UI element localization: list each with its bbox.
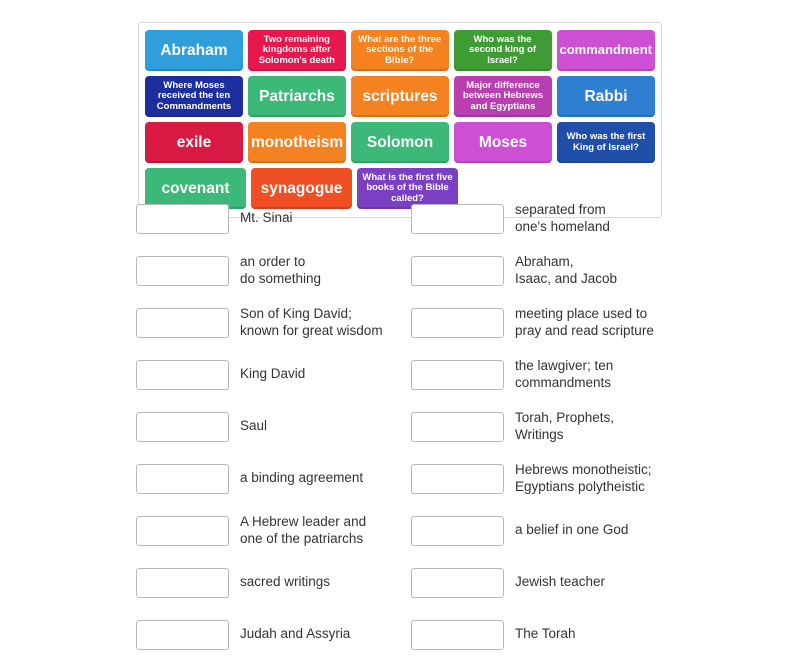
answer-definition-line: one of the patriarchs	[240, 530, 364, 546]
answer-row	[136, 406, 400, 447]
answer-definition	[240, 626, 350, 642]
answer-row	[136, 198, 400, 239]
drop-target[interactable]	[136, 412, 229, 442]
answer-definition	[240, 574, 330, 590]
answer-definition	[240, 514, 366, 547]
answer-definition-line: known for great wisdom	[240, 322, 383, 338]
term-tile[interactable]: Major difference between Hebrews and Egyptians	[454, 76, 552, 117]
answer-column-right	[400, 198, 800, 666]
answer-definition-line: a belief in one God	[515, 522, 629, 538]
answer-row	[136, 458, 400, 499]
drop-target[interactable]	[411, 308, 504, 338]
drop-target[interactable]	[136, 516, 229, 546]
answer-definition	[240, 418, 267, 434]
answer-definition	[240, 306, 383, 339]
answer-definition-line: commandments	[515, 374, 612, 390]
term-tile[interactable]: Moses	[454, 122, 552, 163]
answer-row	[411, 614, 800, 655]
tile-row	[145, 122, 655, 163]
answer-definition-line: Son of King David;	[240, 306, 352, 322]
answer-definition-line: Writings	[515, 426, 564, 442]
answer-definition	[515, 202, 610, 235]
answer-columns	[0, 198, 800, 666]
term-tile[interactable]: monotheism	[248, 122, 346, 163]
answer-definition-line: Saul	[240, 418, 268, 434]
term-tile[interactable]: synagogue	[251, 168, 352, 209]
answer-definition	[240, 470, 363, 486]
answer-definition-line: pray and read scripture	[515, 322, 654, 338]
answer-row	[411, 562, 800, 603]
drop-target[interactable]	[411, 360, 504, 390]
answer-row	[411, 406, 800, 447]
drop-target[interactable]	[411, 516, 504, 546]
answer-definition-line: one's homeland	[515, 218, 610, 234]
drop-target[interactable]	[411, 256, 504, 286]
answer-definition-line: A Hebrew leader and	[240, 514, 367, 530]
drop-target[interactable]	[136, 568, 229, 598]
term-tile[interactable]: Rabbi	[557, 76, 655, 117]
answer-definition-line: the lawgiver; ten	[515, 358, 614, 374]
drop-target[interactable]	[411, 620, 504, 650]
answer-definition-line: meeting place used to	[515, 306, 648, 322]
answer-row	[411, 302, 800, 343]
tile-rows	[145, 30, 655, 209]
answer-definition-line: Egyptians polytheistic	[515, 478, 645, 494]
answer-row	[411, 354, 800, 395]
answer-definition	[515, 574, 605, 590]
answer-row	[136, 562, 400, 603]
term-tile[interactable]: Where Moses received the ten Commandments	[145, 76, 243, 117]
answer-row	[411, 250, 800, 291]
tile-row	[145, 76, 655, 117]
answer-definition	[515, 462, 652, 495]
answer-definition-line: an order to	[240, 254, 306, 270]
answer-row	[136, 250, 400, 291]
term-tile[interactable]: Solomon	[351, 122, 449, 163]
answer-definition	[240, 210, 293, 226]
answer-definition	[515, 522, 628, 538]
answer-definition-line: Isaac, and Jacob	[515, 270, 618, 286]
answer-definition	[240, 254, 321, 287]
term-tile[interactable]: covenant	[145, 168, 246, 209]
drop-target[interactable]	[411, 204, 504, 234]
drop-target[interactable]	[136, 204, 229, 234]
answer-definition	[515, 306, 654, 339]
term-tile[interactable]: commandment	[557, 30, 655, 71]
answer-definition-line: Mt. Sinai	[240, 210, 293, 226]
answer-row	[136, 302, 400, 343]
term-tile[interactable]: Who was the first King of Israel?	[557, 122, 655, 163]
answer-definition-line: The Torah	[515, 626, 576, 642]
term-tile[interactable]: Two remaining kingdoms after Solomon's death	[248, 30, 346, 71]
term-tile[interactable]: exile	[145, 122, 243, 163]
drop-target[interactable]	[411, 412, 504, 442]
term-tile[interactable]: Abraham	[145, 30, 243, 71]
answer-row	[411, 198, 800, 239]
drop-target[interactable]	[411, 568, 504, 598]
tile-bank	[138, 22, 662, 218]
drop-target[interactable]	[136, 360, 229, 390]
drop-target[interactable]	[136, 308, 229, 338]
answer-row	[136, 354, 400, 395]
answer-definition	[515, 358, 613, 391]
term-tile[interactable]: Who was the second king of Israel?	[454, 30, 552, 71]
answer-definition-line: a binding agreement	[240, 470, 364, 486]
answer-definition	[515, 410, 614, 443]
drop-target[interactable]	[411, 464, 504, 494]
answer-definition-line: Judah and Assyria	[240, 626, 351, 642]
answer-column-left	[0, 198, 400, 666]
answer-definition	[240, 366, 305, 382]
answer-definition	[515, 626, 576, 642]
drop-target[interactable]	[136, 620, 229, 650]
answer-row	[136, 510, 400, 551]
term-tile[interactable]: What are the three sections of the Bible?	[351, 30, 449, 71]
answer-definition	[515, 254, 617, 287]
term-tile[interactable]: Patriarchs	[248, 76, 346, 117]
answer-definition-line: King David	[240, 366, 306, 382]
answer-definition-line: Abraham,	[515, 254, 574, 270]
answer-definition-line: Torah, Prophets,	[515, 410, 615, 426]
term-tile[interactable]: scriptures	[351, 76, 449, 117]
answer-definition-line: separated from	[515, 202, 606, 218]
tile-row	[145, 30, 655, 71]
answer-definition-line: Hebrews monotheistic;	[515, 462, 652, 478]
answer-definition-line: do something	[240, 270, 322, 286]
drop-target[interactable]	[136, 464, 229, 494]
answer-definition-line: sacred writings	[240, 574, 331, 590]
answer-row	[411, 510, 800, 551]
answer-row	[411, 458, 800, 499]
term-tile[interactable]: What is the first five books of the Bible called?	[357, 168, 458, 209]
answer-definition-line: Jewish teacher	[515, 574, 606, 590]
drop-target[interactable]	[136, 256, 229, 286]
answer-row	[136, 614, 400, 655]
